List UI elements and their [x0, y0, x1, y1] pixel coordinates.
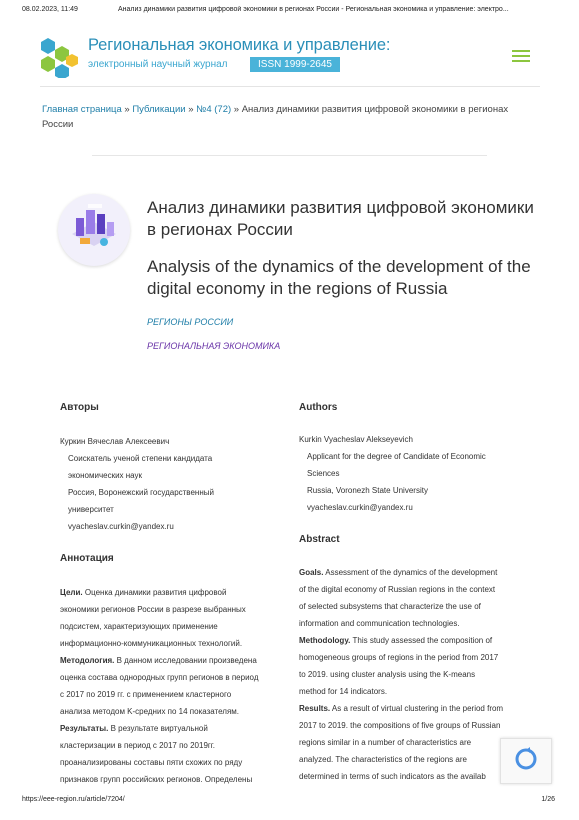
site-header: [40, 34, 540, 87]
abstract-line: экономики регионов России в разрезе выбранных: [60, 605, 246, 614]
author-name-ru: Куркин Вячеслав Алексеевич: [60, 437, 170, 446]
site-title[interactable]: Региональная экономика и управление:: [88, 36, 391, 54]
abstract-line: As a result of virtual clustering in the period from: [331, 704, 504, 713]
author-block-ru: [60, 433, 282, 535]
abstract-line: подсистем, характеризующих применение: [60, 622, 218, 631]
tag-regions-russia-link[interactable]: РЕГИОНЫ РОССИИ: [147, 317, 234, 327]
abstract-line: признаков групп российских регионов. Определены: [60, 775, 253, 784]
abstract-line: В данном исследовании произведена: [116, 656, 257, 665]
abstract-body-en: [299, 564, 527, 785]
results-label-en: Results.: [299, 704, 331, 713]
abstract-line: 2017 to 2019. the compositions of five groups of Russian: [299, 721, 501, 730]
abstract-line: информационно-коммуникационных технологий.: [60, 639, 243, 648]
author-detail: Applicant for the degree of Candidate of Economic: [307, 452, 486, 461]
breadcrumb-current: Анализ динамики развития цифровой экономики в регионах России: [42, 104, 509, 130]
abstract-line: В результате виртуальной: [110, 724, 208, 733]
author-name-en: Kurkin Vyacheslav Alekseyevich: [299, 435, 413, 444]
issn-badge: ISSN 1999-2645: [250, 57, 340, 72]
abstract-body-ru: [60, 584, 282, 788]
breadcrumb-home-link[interactable]: Главная страница: [42, 104, 122, 115]
abstract-line: of the digital economy of Russian regions in the context: [299, 585, 496, 594]
recaptcha-badge[interactable]: [500, 738, 552, 784]
abstract-line: Assessment of the dynamics of the development: [325, 568, 498, 577]
abstract-line: information and communication technologies.: [299, 619, 460, 628]
author-block-en: [299, 431, 527, 516]
divider: [92, 155, 487, 156]
abstract-line: проанализированы составы пяти схожих по ряду: [60, 758, 243, 767]
author-email-en: vyacheslav.curkin@yandex.ru: [307, 503, 413, 512]
author-detail: экономических наук: [68, 471, 143, 480]
site-subtitle: электронный научный журнал: [88, 59, 228, 70]
author-detail: университет: [68, 505, 114, 514]
abstract-line: to 2019. using cluster analysis using the K-means: [299, 670, 476, 679]
abstract-line: анализа методом K-средних по 14 показателям.: [60, 707, 240, 716]
abstract-line: method for 14 indicators.: [299, 687, 388, 696]
breadcrumb-separator: »: [121, 104, 133, 115]
abstract-line: оценка состава однородных групп регионов в период: [60, 673, 259, 682]
author-detail: Россия, Воронежский государственный: [68, 488, 214, 497]
abstract-line: determined in terms of such indicators as the availab: [299, 772, 486, 781]
article-illustration-icon: [58, 194, 130, 266]
article-title-ru: Анализ динамики развития цифровой экономики в регионах России: [147, 198, 534, 239]
results-label-ru: Результаты.: [60, 724, 109, 733]
abstract-heading-en: Abstract: [299, 534, 340, 545]
article-title-en: Analysis of the dynamics of the development of the digital economy in the regions of Russia: [147, 257, 531, 298]
authors-heading-en: Authors: [299, 402, 338, 413]
goals-label-en: Goals.: [299, 568, 324, 577]
abstract-line: analyzed. The characteristics of the regions are: [299, 755, 467, 764]
abstract-line: regions similar in a number of characteristics are: [299, 738, 472, 747]
abstract-line: Оценка динамики развития цифровой: [84, 588, 227, 597]
recaptcha-icon: [501, 739, 551, 783]
print-url: https://eee-region.ru/article/7204/: [22, 796, 125, 803]
hamburger-menu-icon[interactable]: [512, 50, 530, 64]
abstract-line: of selected subsystems that characterize the use of: [299, 602, 481, 611]
print-header: [0, 0, 579, 18]
journal-logo-icon[interactable]: [40, 36, 80, 78]
breadcrumb: [42, 102, 542, 132]
print-doc-title: Анализ динамики развития цифровой экономики в регионах России - Региональная экономика и управление: электро...: [118, 6, 509, 13]
abstract-line: This study assessed the composition of: [352, 636, 493, 645]
author-detail: Соискатель ученой степени кандидата: [68, 454, 213, 463]
author-email-ru: vyacheslav.curkin@yandex.ru: [68, 522, 174, 531]
abstract-heading-ru: Аннотация: [60, 553, 114, 564]
abstract-line: homogeneous groups of regions in the period from 2017: [299, 653, 499, 662]
author-detail: Russia, Voronezh State University: [307, 486, 428, 495]
tag-regional-economy-link[interactable]: РЕГИОНАЛЬНАЯ ЭКОНОМИКА: [147, 341, 281, 351]
abstract-line: кластеризации в период с 2017 по 2019гг.: [60, 741, 215, 750]
print-page-number: 1/26: [541, 796, 555, 803]
breadcrumb-publications-link[interactable]: Публикации: [132, 104, 186, 115]
breadcrumb-separator: »: [185, 104, 197, 115]
method-label-en: Methodology.: [299, 636, 351, 645]
breadcrumb-issue-link[interactable]: №4 (72): [196, 104, 232, 115]
goals-label-ru: Цели.: [60, 588, 83, 597]
breadcrumb-separator: »: [231, 104, 242, 115]
print-date: 08.02.2023, 11:49: [22, 6, 78, 13]
abstract-line: с 2017 по 2019 гг. с применением кластерного: [60, 690, 232, 699]
authors-heading-ru: Авторы: [60, 402, 99, 413]
method-label-ru: Методология.: [60, 656, 115, 665]
author-detail: Sciences: [307, 469, 340, 478]
